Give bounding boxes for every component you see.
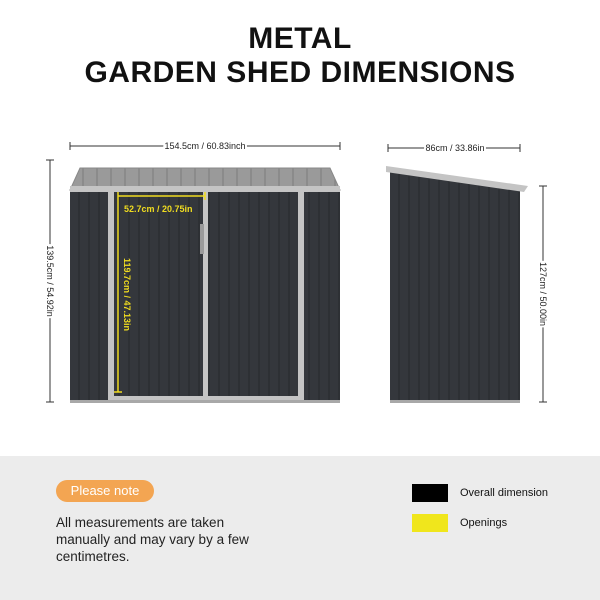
legend-openings-label: Openings — [460, 517, 508, 529]
front-height-label: 139.5cm / 54.92in — [45, 245, 55, 317]
front-base — [70, 400, 340, 403]
side-shed — [386, 166, 528, 403]
front-shed — [70, 168, 340, 403]
door-height-label: 119.7cm / 47.13in — [122, 258, 132, 332]
side-height-label: 127cm / 50.00in — [538, 261, 548, 327]
please-note-badge: Please note — [56, 480, 154, 502]
side-depth-label: 86cm / 33.86in — [425, 143, 485, 153]
side-base — [390, 400, 520, 403]
door-handle — [200, 224, 204, 254]
front-left-post — [108, 190, 114, 402]
legend-openings-swatch — [412, 514, 448, 532]
door-width-label: 52.7cm / 20.75in — [124, 204, 193, 214]
side-body — [390, 170, 520, 402]
door-divider — [203, 192, 208, 396]
legend-overall-label: Overall dimension — [460, 487, 549, 499]
note-text: All measurements are taken manually and may vary by a few centimetres. — [56, 515, 249, 564]
shed-diagram — [0, 120, 600, 420]
front-width-label: 154.5cm / 60.83inch — [164, 141, 246, 151]
title-line-2: GARDEN SHED DIMENSIONS — [84, 56, 516, 89]
legend-overall-swatch — [412, 484, 448, 502]
front-right-post — [298, 190, 304, 402]
title-line-1: METAL — [248, 22, 352, 55]
